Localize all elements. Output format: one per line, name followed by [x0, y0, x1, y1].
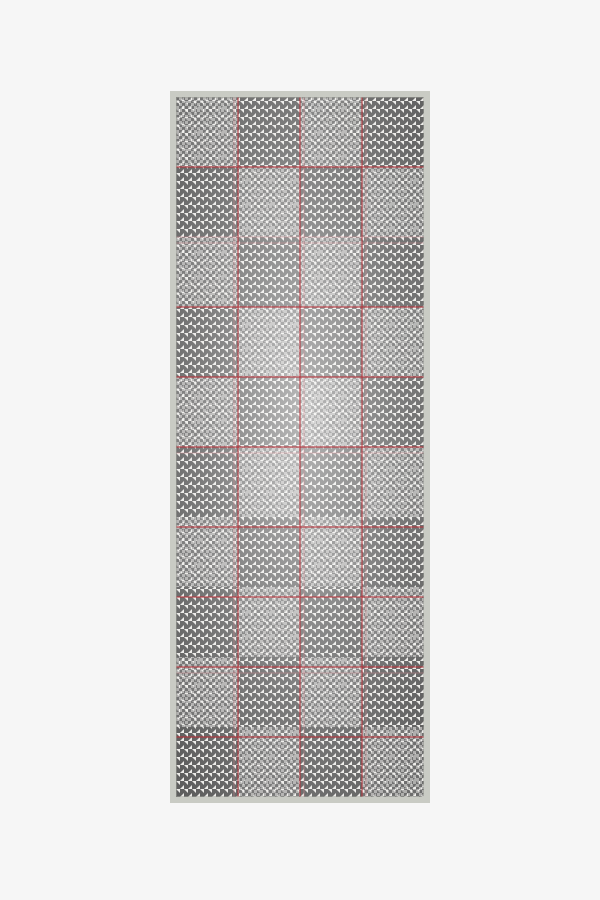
- rug-pattern: [176, 97, 424, 797]
- runner-rug: [170, 91, 430, 803]
